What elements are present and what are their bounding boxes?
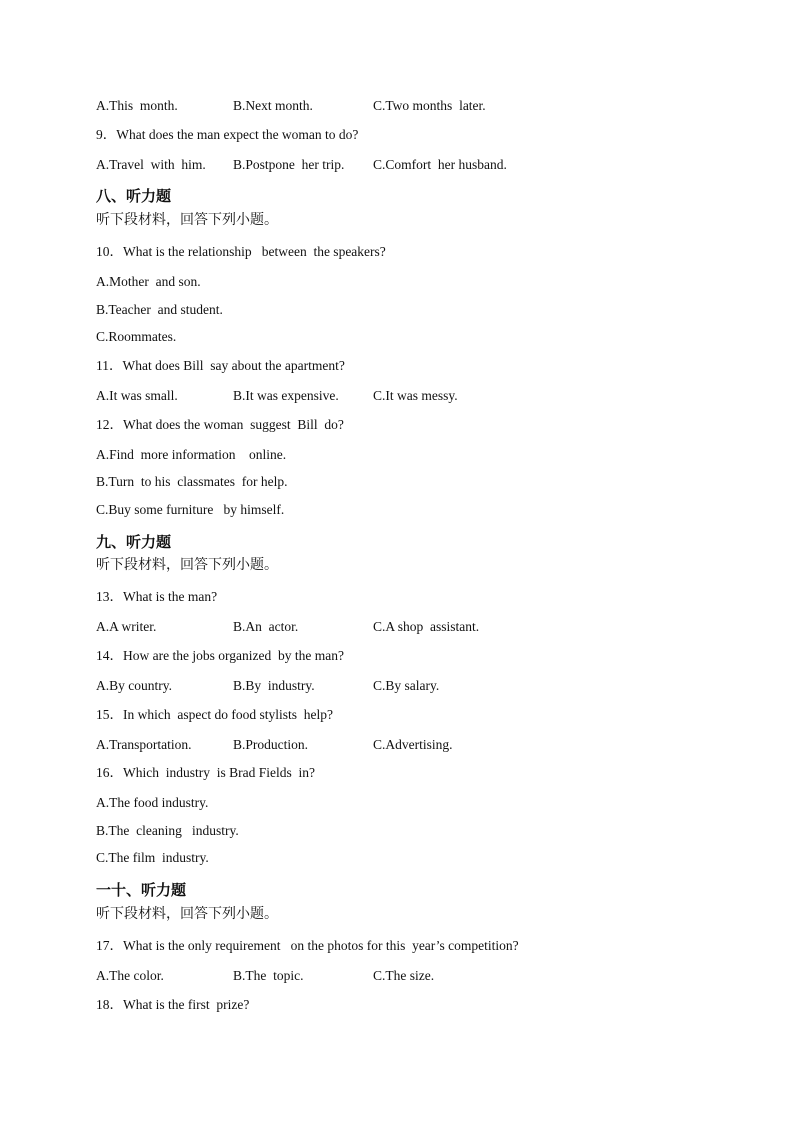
q9-question: 9．What does the man expect the woman to do? bbox=[96, 127, 359, 142]
q13-question: 13．What is the man? bbox=[96, 589, 218, 604]
q14-option-c: C.By salary. bbox=[373, 678, 440, 693]
section-10-title: 一十、听力题 bbox=[96, 881, 187, 899]
q10-option-b: B.Teacher and student. bbox=[96, 302, 223, 317]
q10-option-a: A.Mother and son. bbox=[96, 274, 201, 289]
q8-options bbox=[96, 97, 716, 115]
q13-option-a: A.A writer. bbox=[96, 619, 157, 634]
section-8-title: 八、听力题 bbox=[96, 187, 172, 205]
q12-option-b: B.Turn to his classmates for help. bbox=[96, 474, 288, 489]
q9-option-a: A.Travel with him. bbox=[96, 157, 206, 172]
q11-option-c: C.It was messy. bbox=[373, 388, 458, 403]
section-9-title: 九、听力题 bbox=[96, 533, 172, 551]
section-9-instruction: 听下段材料，回答下列小题。 bbox=[96, 557, 278, 573]
q9-options bbox=[96, 156, 716, 174]
q15-option-b: B.Production. bbox=[233, 737, 309, 752]
q10-option-c: C.Roommates. bbox=[96, 329, 177, 344]
q16-question: 16．Which industry is Brad Fields in? bbox=[96, 765, 315, 780]
q13-option-c: C.A shop assistant. bbox=[373, 619, 480, 634]
q17-option-a: A.The color. bbox=[96, 968, 164, 983]
q15-option-a: A.Transportation. bbox=[96, 737, 192, 752]
q18-question: 18．What is the first prize? bbox=[96, 997, 250, 1012]
q15-question: 15．In which aspect do food stylists help? bbox=[96, 707, 333, 722]
q9-option-b: B.Postpone her trip. bbox=[233, 157, 345, 172]
q14-option-b: B.By industry. bbox=[233, 678, 315, 693]
q14-option-a: A.By country. bbox=[96, 678, 172, 693]
q16-option-a: A.The food industry. bbox=[96, 795, 209, 810]
q15-option-c: C.Advertising. bbox=[373, 737, 453, 752]
q8-option-a: A.This month. bbox=[96, 98, 178, 113]
q17-question: 17．What is the only requirement on the photos for this year’s competition? bbox=[96, 938, 519, 953]
q17-option-b: B.The topic. bbox=[233, 968, 304, 983]
q17-options bbox=[96, 967, 716, 985]
q14-options bbox=[96, 677, 716, 695]
q9-option-c: C.Comfort her husband. bbox=[373, 157, 507, 172]
section-10-instruction: 听下段材料，回答下列小题。 bbox=[96, 906, 278, 922]
q12-question: 12．What does the woman suggest Bill do? bbox=[96, 417, 344, 432]
section-8-instruction: 听下段材料，回答下列小题。 bbox=[96, 212, 278, 228]
q13-option-b: B.An actor. bbox=[233, 619, 299, 634]
q11-option-a: A.It was small. bbox=[96, 388, 178, 403]
q16-option-b: B.The cleaning industry. bbox=[96, 823, 239, 838]
q17-option-c: C.The size. bbox=[373, 968, 435, 983]
q11-options bbox=[96, 387, 716, 405]
q8-option-c: C.Two months later. bbox=[373, 98, 486, 113]
q13-options bbox=[96, 618, 716, 636]
q11-option-b: B.It was expensive. bbox=[233, 388, 339, 403]
q15-options bbox=[96, 736, 716, 754]
q14-question: 14．How are the jobs organized by the man? bbox=[96, 648, 344, 663]
q11-question: 11．What does Bill say about the apartment? bbox=[96, 358, 345, 373]
q8-option-b: B.Next month. bbox=[233, 98, 313, 113]
q16-option-c: C.The film industry. bbox=[96, 850, 209, 865]
q12-option-a: A.Find more information online. bbox=[96, 447, 287, 462]
q12-option-c: C.Buy some furniture by himself. bbox=[96, 502, 285, 517]
q10-question: 10．What is the relationship between the speakers? bbox=[96, 244, 386, 259]
